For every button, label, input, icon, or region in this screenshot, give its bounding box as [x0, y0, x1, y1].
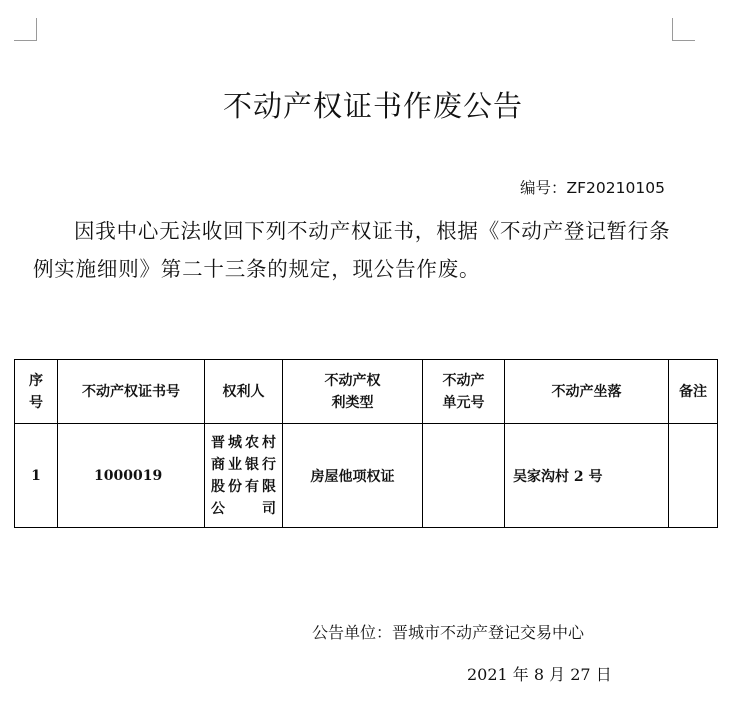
notice-body-text: 因我中心无法收回下列不动产权证书，根据《不动产登记暂行条例实施细则》第二十三条的规定，现公告作废。: [33, 219, 671, 281]
header-owner: 权利人: [205, 360, 283, 424]
header-seq: 序号: [15, 360, 58, 424]
cell-location: 吴家沟村 2 号: [505, 424, 669, 528]
header-right-type: 不动产权利类型: [283, 360, 423, 424]
table-row: [15, 424, 718, 528]
cell-unit-no: [423, 424, 505, 528]
page-title: 不动产权证书作废公告: [222, 89, 523, 123]
page-corner-mark-top-left: [14, 18, 37, 41]
cell-owner: 晋城农村商业银行股份有限公司: [205, 424, 283, 528]
certificate-table: [14, 359, 718, 528]
cell-right-type: 房屋他项权证: [283, 424, 423, 528]
document-number: 编号：ZF20210105: [520, 179, 665, 197]
header-cert-no: 不动产权证书号: [58, 360, 205, 424]
header-unit-no: 不动产单元号: [423, 360, 505, 424]
cell-seq: 1: [15, 424, 58, 528]
cell-remarks: [669, 424, 718, 528]
issue-date: 2021 年 8 月 27 日: [467, 665, 612, 684]
header-remarks: 备注: [669, 360, 718, 424]
header-location: 不动产坐落: [505, 360, 669, 424]
page-corner-mark-top-right: [672, 18, 695, 41]
issuing-organization: 公告单位：晋城市不动产登记交易中心: [312, 623, 585, 642]
table-header-row: [15, 360, 718, 424]
cell-cert-no: 1000019: [58, 424, 205, 528]
